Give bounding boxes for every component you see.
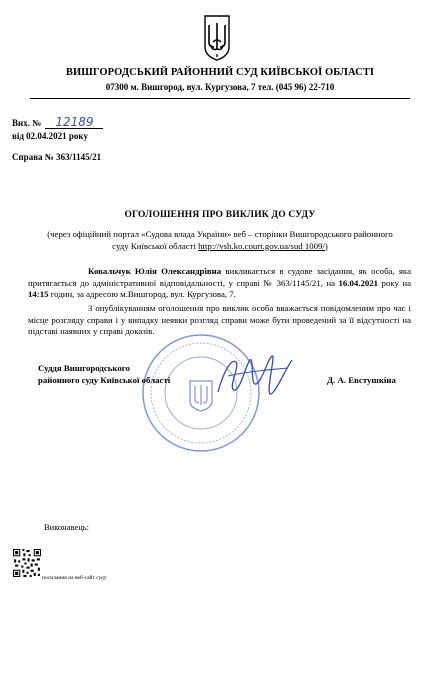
portal-note <box>40 229 400 252</box>
case-number: Справа № 363/1145/21 <box>12 152 102 162</box>
judge-name: Д. А. Евстушкіна <box>327 375 396 385</box>
outgoing-number-line <box>12 117 103 129</box>
qr-caption: посилання на веб-сайт суду <box>42 575 107 581</box>
summoned-person-name: Ковальчук Юлія Олександрівна <box>88 266 222 276</box>
outgoing-label: Вих. № <box>12 118 42 128</box>
header-divider <box>30 98 410 99</box>
judge-title: Суддя Вишгородського районного суду Київської області <box>38 363 171 385</box>
court-name: ВИШГОРОДСЬКИЙ РАЙОННИЙ СУД КИЇВСЬКОЇ ОБЛАСТІ <box>65 67 375 78</box>
qr-code-icon[interactable] <box>12 548 42 578</box>
notice-title: ОГОЛОШЕННЯ ПРО ВИКЛИК ДО СУДУ <box>124 210 316 220</box>
outgoing-number-handwritten: 12189 <box>45 117 103 129</box>
coat-of-arms-trident-icon <box>202 14 232 62</box>
outgoing-date: від 02.04.2021 року <box>12 131 88 141</box>
hearing-date: 16.04.2021 <box>338 277 379 288</box>
portal-link[interactable]: http://vsh.ko.court.gov.ua/sud 1009/) <box>198 240 328 251</box>
consequence-paragraph: З опублікуванням оголошення про виклик особа вважається повідомленим про час і місце розгляду справи і у випадку неявки розгляд справи може бути проведений за її відсутності на підставі наявних у справі доказів. <box>28 303 411 337</box>
executor-label: Виконавець: <box>44 522 90 532</box>
court-address: 07300 м. Вишгород, вул. Кургузова, 7 тел. (045 96) 22-710 <box>105 82 335 92</box>
hearing-time: 14:15 <box>28 289 49 300</box>
summons-paragraph: Ковальчук Юлія Олександрівна викликається в судове засідання, як особа, яка притягається до адміністративної відповідальності, у справі № 363/1145/21, на 16.04.2021 року на 14:15 годин, за адресою м.Вишгород, вул. Кургузова, 7. <box>28 266 411 300</box>
portal-text: (через офіційний портал «Судова влада України» веб – сторінки Вишгородського районного суду Київської області <box>47 229 393 251</box>
judge-signature <box>210 350 296 400</box>
